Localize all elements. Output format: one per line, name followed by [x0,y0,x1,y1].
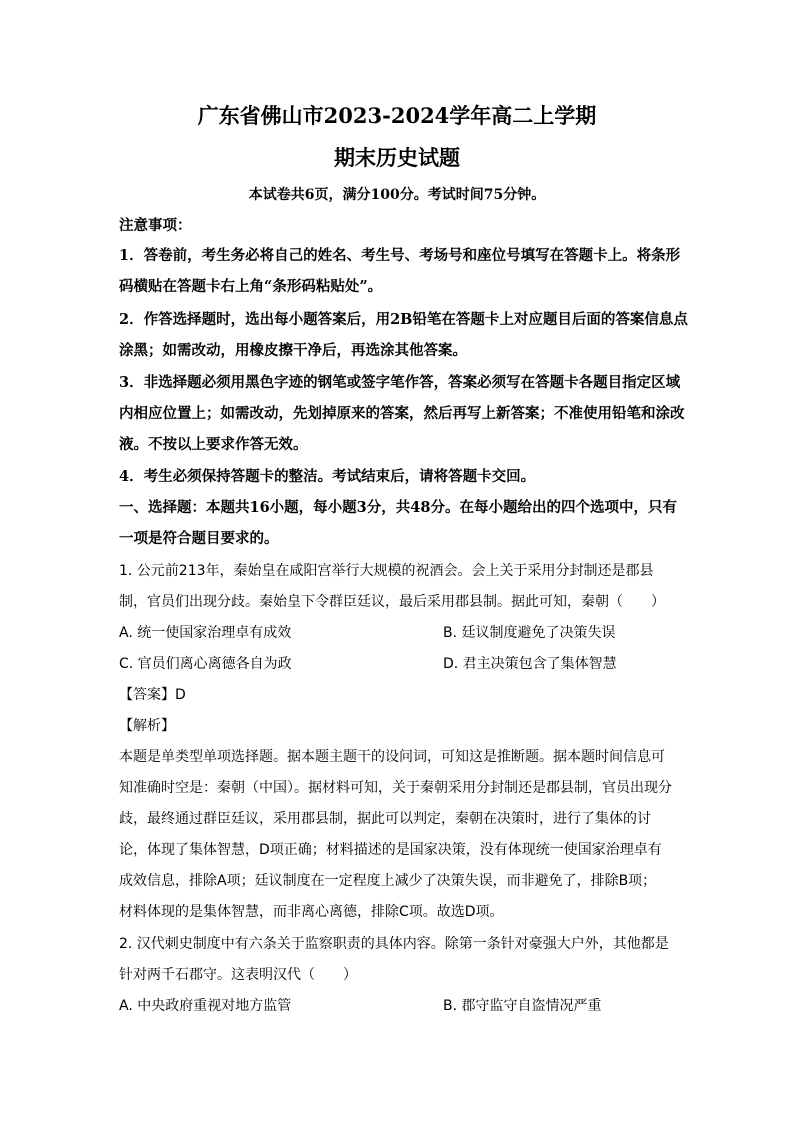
notes-heading: 注意事项： [119,217,192,234]
q1-analysis-line-3: 歧，最终通过群臣廷议，采用郡县制，据此可以判定，秦朝在决策时，进行了集体的讨 [119,811,651,827]
q1-stem-line-2: 制，官员们出现分歧。秦始皇下令群臣廷议，最后采用郡县制。据此可知，秦朝（ ） [119,594,665,610]
note-item-1-line-2: 码横贴在答题卡右上角“条形码粘贴处”。 [119,278,383,295]
exam-info: 本试卷共6页，满分100分。考试时间75分钟。 [248,187,546,203]
q2-stem-line-2: 针对两千石郡守。这表明汉代（ ） [119,967,357,983]
document-subtitle: 期末历史试题 [334,145,460,170]
q1-analysis-heading: 【解析】 [119,718,175,734]
q2-option-b: B. 郡守监守自盗情况严重 [443,998,602,1014]
q1-answer: 【答案】D [119,687,186,703]
q1-analysis-line-4: 论，体现了集体智慧，D项正确；材料描述的是国家决策，没有体现统一使国家治理卓有 [119,842,662,858]
section-heading-line-2: 一项是符合题目要求的。 [119,530,279,547]
note-item-3-line-1: 3．非选择题必须用黑色字迹的钢笔或签字笔作答，答案必须写在答题卡各题目指定区域 [119,374,681,391]
section-heading-line-1: 一、选择题：本题共16小题，每小题3分，共48分。在每小题给出的四个选项中，只有 [119,499,677,516]
note-item-2-line-1: 2．作答选择题时，选出每小题答案后，用2B铅笔在答题卡上对应题目后面的答案信息点 [119,311,688,328]
document-title: 广东省佛山市2023-2024学年高二上学期 [197,103,597,128]
q1-option-b: B. 廷议制度避免了决策失误 [443,625,616,641]
q2-option-a: A. 中央政府重视对地方监管 [119,998,292,1014]
q1-analysis-line-2: 知准确时空是：秦朝（中国）。据材料可知，关于秦朝采用分封制还是郡县制，官员出现分 [119,780,672,796]
q1-analysis-line-6: 材料体现的是集体智慧，而非离心离德，排除C项。故选D项。 [119,904,504,920]
q1-option-d: D. 君主决策包含了集体智慧 [443,656,617,672]
note-item-3-line-3: 液。不按以上要求作答无效。 [119,436,308,453]
q1-analysis-line-5: 成效信息，排除A项；廷议制度在一定程度上减少了决策失误，而非避免了，排除B项； [119,873,657,889]
q1-option-c: C. 官员们离心离德各自为政 [119,656,292,672]
q1-option-a: A. 统一使国家治理卓有成效 [119,625,292,641]
note-item-1-line-1: 1．答卷前，考生务必将自己的姓名、考生号、考场号和座位号填写在答题卡上。将条形 [119,247,681,264]
note-item-2-line-2: 涂黑；如需改动，用橡皮擦干净后，再选涂其他答案。 [119,342,467,359]
note-item-3-line-2: 内相应位置上；如需改动，先划掉原来的答案，然后再写上新答案；不准使用铅笔和涂改 [119,405,685,422]
note-item-4: 4．考生必须保持答题卡的整洁。考试结束后，请将答题卡交回。 [119,468,536,485]
q1-analysis-line-1: 本题是单类型单项选择题。据本题主题干的设问词，可知这是推断题。据本题时间信息可 [119,749,665,765]
q2-stem-line-1: 2. 汉代刺史制度中有六条关于监察职责的具体内容。除第一条针对豪强大户外，其他都是 [119,936,669,952]
q1-stem-line-1: 1. 公元前213年，秦始皇在咸阳宫举行大规模的祝酒会。会上关于采用分封制还是郡县 [119,563,654,579]
